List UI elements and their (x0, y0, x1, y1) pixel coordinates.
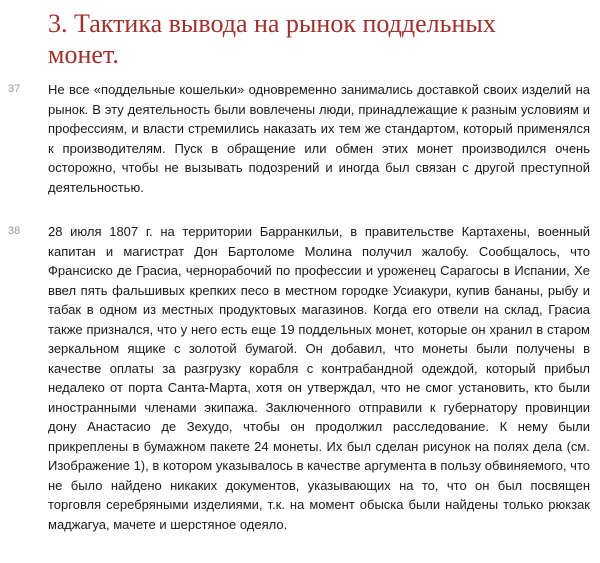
paragraph-text: 28 июля 1807 г. на территории Барранкильи, в правительстве Картахены, военный капитан и магистрат Дон Бартоломе Молина получил жалобу. Сообщалось, что Франсиско де Грасиа, чернорабочий по профессии и уроженец Сарагосы в Испании, Хе ввел пять фальшивых крепких песо в местном городке Усиакури, купив бананы, рыбу и табак в одном из местных продуктовых магазинов. Когда его отвели на склад, Грасиа также признался, что у него есть еще 19 поддельных монет, которые он хранил в старом зеркальном ящике с золотой бумагой. Он добавил, что монеты были получены в качестве оплаты за разгрузку корабля с контрабандной одеждой, который прибыл недалеко от порта Санта-Марта, хотя он утверждал, что не смог установить, кто были иностранными членами экипажа. Заключенного отправили к губернатору провинции дону Анастасио де Зехудо, чтобы он продолжил расследование. К нему были прикреплены в бумажном пакете 24 монеты. Их был сделан рисунок на полях дела (см. Изображение 1), в котором указывалось в качестве аргумента в пользу обвиняемого, что не было найдено никаких документов, указывающих на то, что он был посвящен торговля серебряными изделиями, т.к. на момент обыска были найдены только рюкзак маджагуа, мачете и шерстяное одеяло. (48, 224, 590, 532)
paragraph-text: Не все «поддельные кошельки» одновременно занимались доставкой своих изделий на рынок. В эту деятельность были вовлечены люди, принадлежащие к разным условиям и профессиям, и власти стремились наказать их тем же стандартом, который применялся к производителям. Пуск в обращение или обмен этих монет производился очень осторожно, чтобы не вызывать подозрений и иногда был связан с другой преступной деятельностью. (48, 82, 590, 195)
section-heading: 3. Тактика вывода на рынок поддельных монет. (48, 9, 496, 69)
paragraph-number: 38 (8, 225, 21, 237)
paragraph-number: 37 (8, 83, 21, 95)
